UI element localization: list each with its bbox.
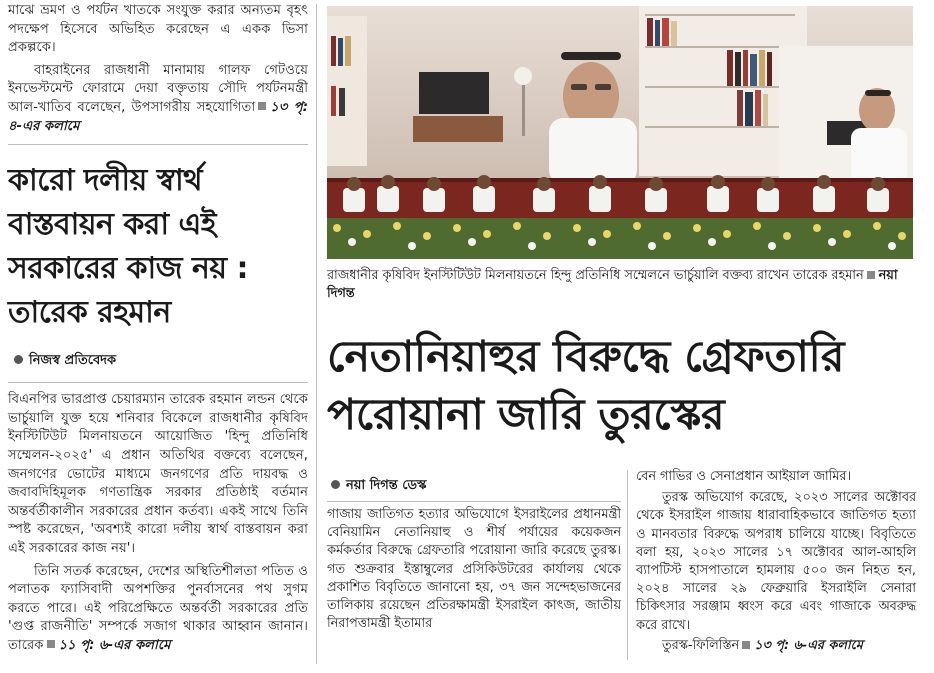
byline-divider <box>327 501 621 502</box>
main-story-col2 <box>636 468 916 655</box>
continuation-ref[interactable]: ১৩ পৃ: ৪-এর কলামে <box>8 99 308 134</box>
main-headline-block <box>327 328 927 444</box>
story-paragraph: তুরস্ক-ফিলিস্তিন ১৩ পৃ: ৬-এর কলামে <box>662 637 863 653</box>
section-divider <box>8 144 308 145</box>
continuation-ref[interactable]: ১৩ পৃ: ৬-এর কলামে <box>754 637 863 653</box>
square-marker <box>867 271 875 279</box>
continuation-ref[interactable]: ১১ পৃ: ৬-এর কলামে <box>58 637 171 653</box>
story-paragraph: গাজায় জাতিগত হত্যার অভিযোগে ইসরাইলের প্রধানমন্ত্রী বেনিয়ামিন নেতানিয়াহু ও শীর্ষ পর্যায়ের কয়েকজন কর্মকর্তার বিরুদ্ধে গ্রেফতারি পরোয়ানা জারি করেছে তুরস্ক। গত শুক্রবার ইস্তাম্বুলের প্রসিকিউটরের কার্যালয় থেকে প্রকাশিত বিবৃতিতে জানানো হয়, ৩৭ জন সন্দেহভাজনের তালিকায় রয়েছেন প্রতিরক্ষামন্ত্রী ইসরাইল কাৎজ, জাতীয় নিরাপত্তামন্ত্রী ইতামার <box>327 507 621 632</box>
photo-caption-block <box>327 267 917 303</box>
story-paragraph: মাঝে ভ্রমণ ও পর্যটন খাতকে সংযুক্ত করার অন্যতম বৃহৎ পদক্ষেপ হিসেবে অভিহিত করেছেন এ একক ভিসা প্রকল্পকে। <box>8 3 308 56</box>
bullet-icon <box>14 355 23 364</box>
photo-credit: নয়া দিগন্ত <box>327 268 898 301</box>
square-marker <box>47 640 55 648</box>
column-separator <box>316 4 317 664</box>
article-headline: কারো দলীয় স্বার্থ বাস্তবায়ন করা এই সরকারের কাজ নয় : তারেক রহমান <box>8 163 249 331</box>
byline-divider <box>8 382 308 383</box>
photo-caption: রাজধানীর কৃষিবিদ ইনস্টিটিউট মিলনায়তনে হিন্দু প্রতিনিধি সম্মেলনে ভার্চুয়ালি বক্তব্য রাখেন তারেক রহমান নয়া দিগন্ত <box>327 268 898 301</box>
square-marker <box>742 641 750 649</box>
left-column <box>8 0 308 659</box>
bullet-icon <box>331 480 340 489</box>
main-story-col1 <box>327 474 621 633</box>
main-byline: নয়া দিগন্ত ডেস্ক <box>331 474 621 497</box>
story-paragraph: তুরস্ক অভিযোগ করেছে, ২০২৩ সালের অক্টোবর থেকে ইসরাইল গাজায় ধারাবাহিকভাবে জাতিগত হত্যা ও মানবতার বিরুদ্ধে অপরাধ চালিয়ে যাচ্ছে। বিবৃতিতে বলা হয়, ২০২৩ সালের ১৭ অক্টোবর আল-আহলি ব্যাপটিস্ট হাসপাতালে হামলায় ৫০০ জন নিহত হন, ২০২৪ সালের ২৯ ফেব্রুয়ারি ইসরাইলি সেনারা চিকিৎসার সরঞ্জাম ধ্বংস করে এবং গাজাকে অবরুদ্ধ করে রাখে। <box>636 490 916 633</box>
story-paragraph: বাহরাইনের রাজধানী মানামায় গালফ গেটওয়ে ইনভেস্টমেন্ট ফোরামে দেয়া বক্তৃতায় সৌদি পর্যটনমন্ত্রী আল-খাতিব বলেছেন, উপসাগরীয় সহযোগিতা ১৩ পৃ: ৪-এর কলামে <box>8 62 308 134</box>
story-paragraph: বেন গাভির ও সেনাপ্রধান আইয়াল জামির। <box>636 469 852 484</box>
photo-illustration <box>327 6 913 259</box>
news-photo <box>327 6 913 259</box>
byline: নিজস্ব প্রতিবেদক <box>14 349 308 372</box>
story-paragraph: বিএনপির ভারপ্রাপ্ত চেয়ারম্যান তারেক রহমান লন্ডন থেকে ভার্চুয়ালি যুক্ত হয়ে শনিবার বিকেলে রাজধানীর কৃষিবিদ ইনস্টিটিউট মিলনায়তনে আয়োজিত 'হিন্দু প্রতিনিধি সম্মেলন-২০২৫' এ প্রধান অতিথির বক্তব্যে বলেছেন, জনগণের ভোটের মাধ্যমে জনগণের প্রতি দায়বদ্ধ ও জবাবদিহিমূলক গণতান্ত্রিক সরকার প্রতিষ্ঠাই বর্তমান অন্তর্বর্তীকালীন সরকারের প্রধান কর্তব্য। একই সাথে তিনি স্পষ্ট করেছেন, 'অবশ্যই কারো দলীয় স্বার্থ বাস্তবায়ন করা এই সরকারের কাজ নয়'। <box>8 392 308 556</box>
column-separator <box>627 470 628 660</box>
square-marker <box>258 102 266 110</box>
story-paragraph: তিনি সতর্ক করেছেন, দেশের অস্থিতিশীলতা পতিত ও পলাতক ফ্যাসিবাদী অপশক্তির পুনর্বাসনের পথ সুগম করতে পারে। এই পরিপ্রেক্ষিতে অন্তর্বর্তী সরকারের প্রতি 'গুপ্ত রাজনীতি' সম্পর্কে সজাগ থাকার আহ্বান জানান। তারেক ১১ পৃ: ৬-এর কলামে <box>8 563 308 653</box>
previous-story-tail <box>8 2 308 136</box>
main-headline: নেতানিয়াহুর বিরুদ্ধে গ্রেফতারি পরোয়ানা জারি তুরস্কের <box>327 332 844 440</box>
